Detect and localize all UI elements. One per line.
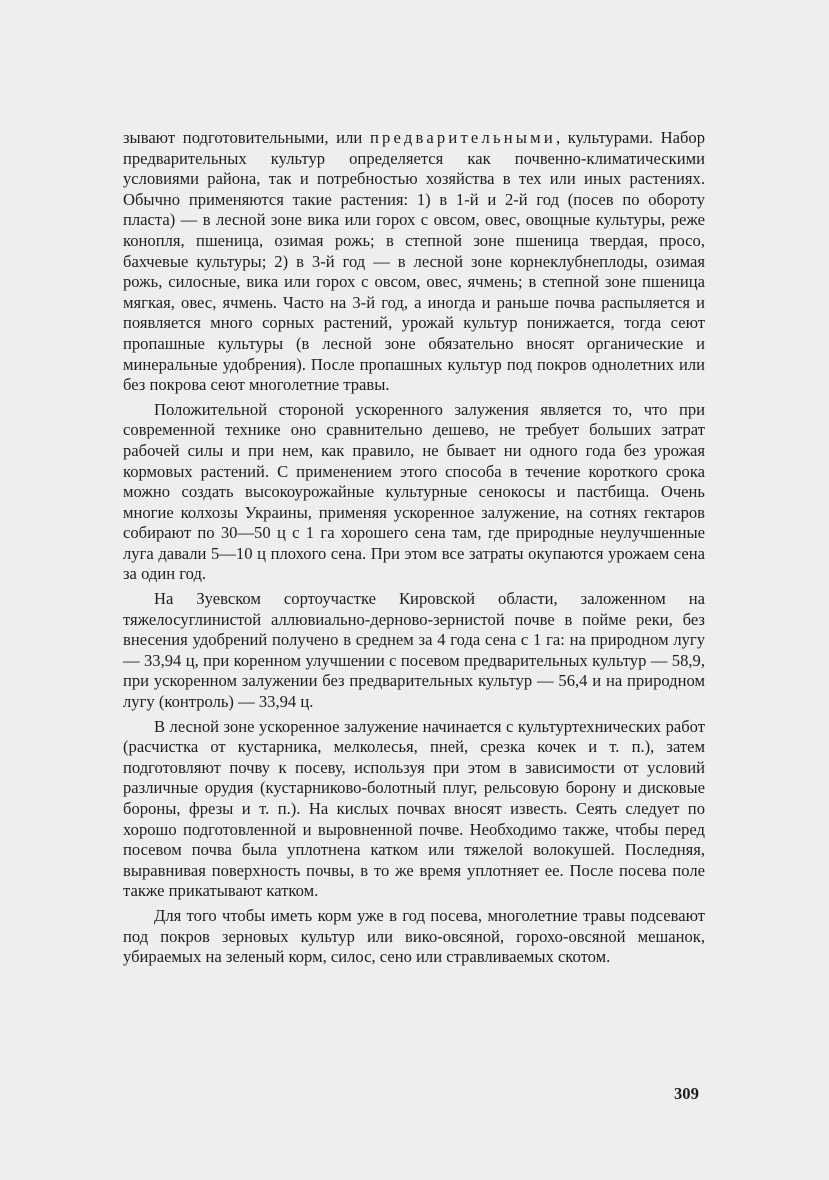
paragraph-preliminary-crops bbox=[123, 128, 705, 396]
emphasized-term: предварительными bbox=[369, 128, 556, 147]
paragraph-text-end: , культурами. Набор предварительных культур определяется как почвенно-климатическими условиями района, так и потребностью хозяйства в тех или иных растениях. Обычно применяются такие растения: 1) в 1-й и 2-й год (посев по обороту пласта) — в лесной зоне вика или горох с овсом, овес, овощные культуры, реже конопля, пшеница, озимая рожь; в степной зоне пшеница твердая, просо, бахчевые культуры; 2) в 3-й год — в лесной зоне корнеклубнеплоды, озимая рожь, силосные, вика или горох с овсом, овес, ячмень; в степной зоне пшеница мягкая, овес, ячмень. Часто на 3-й год, а иногда и раньше почва распыляется и появляется много сорных растений, урожай культур понижается, тогда сеют пропашные культуры (в лесной зоне обязательно вносят органические и минеральные удобрения). После пропашных культур под покров однолетних или без покрова сеют многолетние травы. bbox=[123, 128, 705, 395]
page-number: 309 bbox=[674, 1084, 699, 1103]
body-text bbox=[123, 128, 705, 968]
paragraph-forest-zone: В лесной зоне ускоренное залужение начинается с культуртехнических работ (расчистка от кустарника, мелколесья, пней, срезка кочек и т. п.), затем подготовляют почву к посеву, используя при этом в зависимости от условий различные орудия (кустарниково-болотный плуг, рельсовую борону и дисковые бороны, фрезы и т. п.). На кислых почвах вносят известь. Сеять следует по хорошо подготовленной и выровненной почве. Необходимо также, чтобы перед посевом почва была уплотнена катком или тяжелой волокушей. Последняя, выравнивая поверхность почвы, в то же время уплотняет ее. После посева поле также прикатывают катком. bbox=[123, 716, 705, 901]
paragraph-text-start: зывают подготовительными, или bbox=[123, 128, 370, 147]
paragraph-zuevsky-results: На Зуевском сортоучастке Кировской области, заложенном на тяжелосуглинистой аллювиально-дерново-зернистой почве в пойме реки, без внесения удобрений получено в среднем за 4 года сена с 1 га: на природном лугу — 33,94 ц, при коренном улучшении с посевом предварительных культур — 58,9, при ускоренном залужении без предварительных культур — 56,4 и на природном лугу (контроль) — 33,94 ц. bbox=[123, 589, 705, 712]
paragraph-cover-crops: Для того чтобы иметь корм уже в год посева, многолетние травы подсевают под покров зерновых культур или вико-овсяной, горохо-овсяной мешанок, убираемых на зеленый корм, силос, сено или стравливаемых скотом. bbox=[123, 905, 705, 967]
paragraph-advantages: Положительной стороной ускоренного залужения является то, что при современной технике оно сравнительно дешево, не требует больших затрат рабочей силы и при нем, как правило, не бывает ни одного года без урожая кормовых растений. С применением этого способа в течение короткого срока можно создать высокоурожайные культурные сенокосы и пастбища. Очень многие колхозы Украины, применяя ускоренное залужение, на сотнях гектаров собирают по 30—50 ц с 1 га хорошего сена там, где природные неулучшенные луга давали 5—10 ц плохого сена. При этом все затраты окупаются урожаем сена за один год. bbox=[123, 399, 705, 584]
